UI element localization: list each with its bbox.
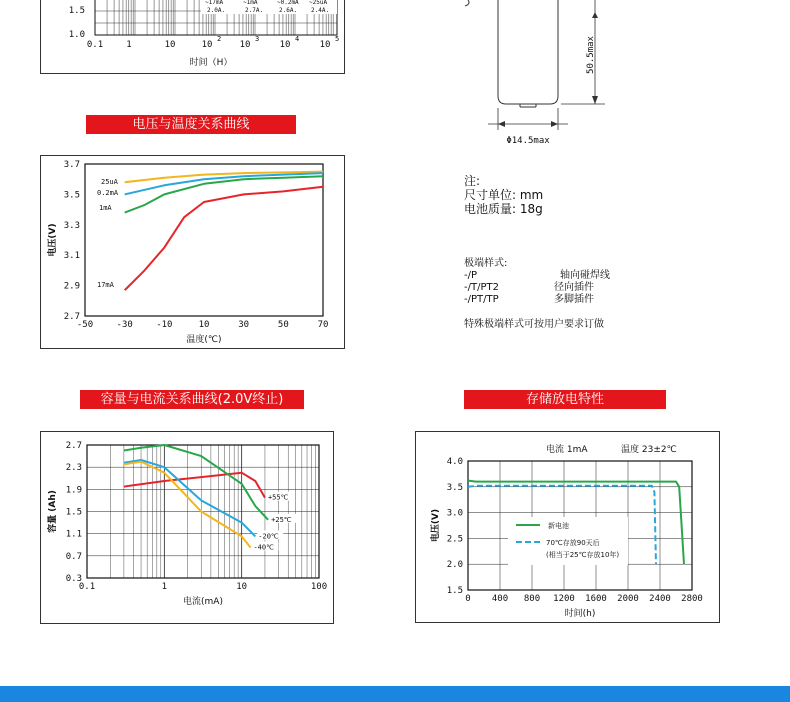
x-axis-label: 电流(mA) — [183, 597, 223, 607]
bottom-bar — [0, 686, 790, 702]
y-axis-label: 电压(V) — [48, 223, 58, 257]
life-legend-a3: ~0.2mA — [277, 0, 299, 6]
height-dimension-label: 50.5max — [586, 36, 596, 74]
y-tick-label: 3.7 — [63, 160, 80, 170]
y-tick-label: 0.3 — [65, 574, 82, 584]
y-tick-label: 3.3 — [63, 220, 80, 231]
life-xtick-3-exp: 2 — [217, 35, 222, 43]
y-tick-label: 2.7 — [65, 441, 82, 451]
x-tick-label: 2000 — [617, 594, 639, 604]
series-label: 1mA — [99, 204, 112, 212]
x-tick-label: 2400 — [649, 594, 671, 604]
life-legend-b3: 2.6A. — [279, 7, 298, 14]
y-tick-label: 2.9 — [63, 281, 80, 292]
life-legend-a4: ~25uA — [309, 0, 328, 6]
x-tick-label: 0 — [465, 594, 471, 604]
life-xtick-0: 0.1 — [86, 40, 104, 50]
series-label: 0.2mA — [97, 189, 119, 197]
life-legend-b4: 2.4A. — [311, 7, 330, 14]
x-tick-label: -30 — [116, 320, 133, 330]
diameter-dimension-label: Φ14.5max — [506, 136, 550, 146]
x-tick-label: 800 — [523, 594, 541, 604]
terminal-row — [464, 270, 664, 282]
terminal-head: 极端样式: — [464, 258, 508, 269]
series-label: +55℃ — [267, 493, 289, 502]
x-tick-label: 30 — [238, 320, 250, 330]
y-tick-label: 2.5 — [446, 534, 463, 545]
series-label: -40℃ — [253, 543, 274, 552]
series-label: 17mA — [97, 281, 114, 289]
notes-mass: 电池质量: 18g — [464, 202, 543, 216]
x-axis-label: 时间(h) — [564, 609, 596, 619]
y-tick-label: 3.0 — [446, 508, 463, 519]
terminal-row — [464, 282, 664, 294]
x-tick-label: -50 — [76, 320, 94, 330]
life-xtick-5-exp: 4 — [295, 35, 300, 43]
y-tick-label: 1.5 — [65, 507, 82, 518]
life-legend-b2: 2.7A. — [245, 7, 264, 14]
x-tick-label: 1 — [161, 582, 168, 592]
battery-dimension-drawing — [455, 0, 625, 150]
custom-terminal-note: 特殊极端样式可按用户要求订做 — [464, 319, 604, 330]
life-chart-panel — [40, 0, 345, 74]
notes-unit: 尺寸单位: mm — [464, 188, 544, 202]
legend-label: 新电池 — [548, 522, 569, 530]
y-axis-label: 电压(V) — [431, 508, 441, 543]
series-line — [125, 176, 323, 212]
life-xtick-6: 10 — [319, 40, 331, 50]
capacity-current-banner: 容量与电流关系曲线(2.0V终止) — [80, 390, 304, 409]
y-axis-label: 容量 (Ah) — [48, 490, 58, 533]
life-xtick-4: 10 — [239, 40, 251, 50]
capacity-current-panel — [40, 431, 334, 624]
voltage-temperature-chart — [41, 156, 344, 348]
terminal-code: -/T/PT2 — [464, 282, 499, 293]
plot-frame — [85, 164, 323, 316]
life-legend-a1: ~17mA — [205, 0, 224, 6]
y-tick-label: 1.5 — [446, 586, 463, 596]
storage-discharge-panel — [415, 431, 720, 623]
y-tick-label: 2.7 — [63, 312, 80, 322]
x-tick-label: 10 — [236, 582, 248, 592]
y-tick-label: 1.1 — [65, 529, 82, 540]
x-tick-label: 1600 — [585, 594, 607, 604]
life-legend-a2: ~1mA — [243, 0, 258, 6]
life-ytick-1: 1.5 — [68, 6, 85, 16]
voltage-temperature-panel — [40, 155, 345, 349]
life-xtick-2: 10 — [164, 40, 176, 50]
x-axis-label: 温度(℃) — [186, 335, 222, 345]
x-tick-label: 0.1 — [78, 582, 96, 592]
life-xtick-6-exp: 5 — [335, 35, 340, 43]
terminal-styles — [464, 258, 664, 306]
notes-head: 注: — [464, 174, 481, 188]
x-tick-label: -10 — [156, 320, 173, 330]
life-xtick-3: 10 — [201, 40, 213, 50]
x-tick-label: 2800 — [681, 594, 703, 604]
y-tick-label: 4.0 — [446, 457, 463, 467]
y-tick-label: 2.3 — [65, 463, 82, 474]
legend-label: 70℃存放90天后 — [546, 539, 600, 547]
spec-notes — [464, 174, 543, 216]
voltage-temperature-banner: 电压与温度关系曲线 — [86, 115, 296, 134]
x-tick-label: 50 — [277, 320, 289, 330]
life-xtick-1: 1 — [126, 40, 132, 50]
life-legend-b1: 2.0A. — [207, 7, 226, 14]
terminal-desc: 径向插件 — [554, 282, 594, 293]
legend-label: (相当于25℃存放10年) — [546, 551, 620, 559]
terminal-code: -/PT/TP — [464, 294, 499, 305]
x-tick-label: 70 — [317, 320, 329, 330]
capacity-current-chart — [41, 432, 333, 623]
series-line — [124, 445, 268, 520]
series-label: -20℃ — [258, 532, 279, 541]
header-current: 电流 1mA — [546, 445, 588, 455]
y-tick-label: 1.9 — [65, 485, 82, 496]
terminal-code: -/P — [464, 270, 478, 281]
x-tick-label: 100 — [310, 582, 328, 592]
series-label: +25℃ — [271, 515, 292, 524]
series-line — [125, 187, 323, 290]
header-temperature: 温度 23±2℃ — [621, 445, 677, 455]
x-tick-label: 10 — [198, 320, 210, 330]
x-tick-label: 1200 — [553, 594, 575, 604]
life-xlabel: 时间（H） — [189, 58, 233, 68]
y-tick-label: 3.5 — [63, 190, 80, 201]
y-tick-label: 3.5 — [446, 482, 463, 493]
y-tick-label: 0.7 — [65, 551, 82, 562]
life-ytick-2: 1.0 — [68, 30, 85, 40]
y-tick-label: 2.0 — [446, 560, 463, 571]
terminal-desc: 轴向碰焊线 — [560, 270, 610, 281]
y-tick-label: 3.1 — [63, 251, 80, 262]
battery-outline — [498, 0, 558, 104]
x-tick-label: 400 — [491, 594, 509, 604]
storage-discharge-banner: 存储放电特性 — [464, 390, 666, 409]
terminal-desc: 多脚插件 — [554, 294, 594, 305]
life-xtick-5: 10 — [279, 40, 291, 50]
storage-discharge-chart — [416, 432, 719, 622]
terminal-row — [464, 294, 664, 306]
life-xtick-4-exp: 3 — [255, 35, 260, 43]
series-label: 25uA — [101, 178, 118, 186]
life-chart-fragment — [41, 0, 344, 73]
